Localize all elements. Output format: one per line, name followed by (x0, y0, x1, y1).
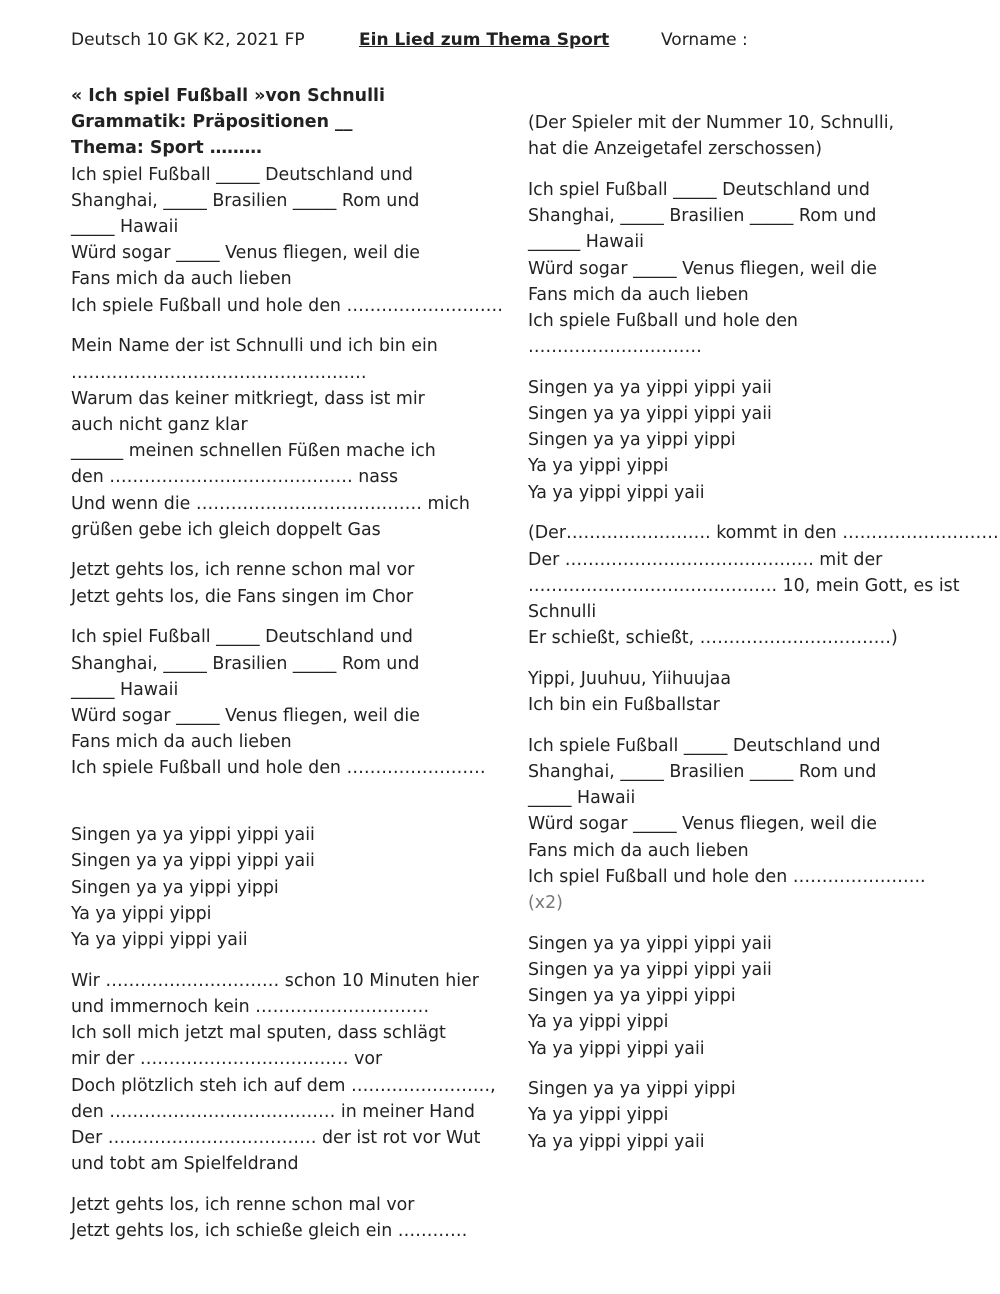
course-label: Deutsch 10 GK K2, 2021 FP (71, 30, 305, 50)
lyric-line: grüßen gebe ich gleich doppelt Gas (71, 519, 381, 540)
lyric-line: Singen ya ya yippi yippi (528, 986, 736, 1007)
page-header (71, 30, 951, 58)
lyric-line: Ich spiele Fußball _____ Deutschland und (528, 735, 881, 756)
lyric-line: Ya ya yippi yippi (71, 903, 212, 924)
lyric-line: Singen ya ya yippi yippi yaii (528, 959, 772, 980)
lyric-stanza (71, 333, 491, 543)
lyric-line: Ich bin ein Fußballstar (528, 695, 720, 716)
lyric-line: Ich spiele Fußball und hole den ……………………… (71, 295, 503, 316)
lyric-line: und immernoch kein ………………………… (71, 997, 430, 1017)
lyric-line: _____ Hawaii (71, 679, 179, 700)
lyric-line: Der ……………………………… der ist rot vor Wut (71, 1128, 481, 1149)
lyric-line: Ya ya yippi yippi (528, 1012, 669, 1033)
lyric-line: Würd sogar _____ Venus fliegen, weil die (528, 814, 877, 835)
lyric-stanza (71, 557, 491, 609)
lyric-line: Ich spiel Fußball _____ Deutschland und (71, 627, 413, 648)
lyric-stanza (71, 83, 503, 319)
lyric-line: Jetzt gehts los, ich renne schon mal vor (71, 1194, 415, 1215)
lyric-line: Fans mich da auch lieben (71, 732, 292, 753)
lyric-line: Der ……………………………………. mit der (528, 549, 883, 570)
lyric-line: (Der Spieler mit der Nummer 10, Schnulli, (528, 113, 895, 133)
lyric-line: auch nicht ganz klar (71, 414, 248, 435)
lyric-stanza (528, 1076, 968, 1155)
lyrics-right-column (528, 110, 999, 1169)
lyric-line: und tobt am Spielfeldrand (71, 1154, 299, 1175)
lyric-line: Singen ya ya yippi yippi (71, 877, 279, 898)
lyric-line: Ya ya yippi yippi (528, 456, 669, 477)
lyric-line: ……………………………………. 10, mein Gott, es ist (528, 575, 960, 596)
lyric-stanza (71, 968, 496, 1178)
lyric-line: Thema: Sport ……… (71, 138, 262, 159)
lyric-line: Shanghai, _____ Brasilien _____ Rom und (71, 653, 420, 674)
lyric-line: Würd sogar _____ Venus fliegen, weil die (528, 258, 877, 279)
lyric-stanza (528, 520, 999, 651)
lyric-line: Warum das keiner mitkriegt, dass ist mir (71, 388, 425, 409)
lyric-line: mir der ……………………………… vor (71, 1049, 383, 1070)
lyric-stanza (528, 375, 968, 506)
lyric-stanza (528, 666, 968, 718)
lyric-stanza (71, 1192, 491, 1244)
lyric-line: Fans mich da auch lieben (528, 840, 749, 861)
lyric-line: Fans mich da auch lieben (71, 269, 292, 290)
lyric-line: (Der……………………. kommt in den ……………………… (528, 523, 999, 544)
lyric-stanza (528, 733, 968, 916)
lyric-line: den ………………………………… in meiner Hand (71, 1101, 475, 1122)
lyric-line: Fans mich da auch lieben (528, 284, 749, 305)
lyric-line: Doch plötzlich steh ich auf dem ……………………, (71, 1075, 496, 1096)
lyric-line: ………………………… (528, 337, 702, 358)
lyric-line: Ich spiel Fußball _____ Deutschland und (71, 164, 413, 185)
worksheet-title: Ein Lied zum Thema Sport (359, 30, 610, 50)
lyric-stanza (71, 822, 491, 953)
lyric-line: Jetzt gehts los, ich schieße gleich ein ………… (71, 1221, 468, 1242)
lyric-stanza (71, 624, 491, 807)
lyric-line: Ich spiele Fußball und hole den …………………… (71, 758, 486, 779)
lyric-line: Singen ya ya yippi yippi yaii (71, 825, 315, 846)
lyric-line: hat die Anzeigetafel zerschossen) (528, 139, 822, 160)
lyric-stanza (528, 177, 968, 360)
lyric-line: Und wenn die ………………………………… mich (71, 493, 470, 514)
lyric-line: Shanghai, _____ Brasilien _____ Rom und (528, 761, 877, 782)
lyric-line: Ya ya yippi yippi yaii (528, 482, 705, 503)
lyric-line: ______ meinen schnellen Füßen mache ich (71, 441, 436, 462)
lyric-line: Würd sogar _____ Venus fliegen, weil die (71, 243, 420, 264)
lyric-line: _____ Hawaii (71, 217, 179, 238)
lyric-line: …………………………………………… (71, 362, 367, 383)
lyric-stanza (528, 110, 968, 162)
lyric-line: Shanghai, _____ Brasilien _____ Rom und (71, 190, 420, 211)
lyric-line: Er schießt, schießt, ……………………………) (528, 628, 898, 649)
lyric-line: Ich spiele Fußball und hole den (528, 310, 798, 331)
lyric-line (71, 782, 491, 808)
lyric-line: Grammatik: Präpositionen __ (71, 112, 353, 133)
lyric-line: Würd sogar _____ Venus fliegen, weil die (71, 705, 420, 726)
lyric-line: « Ich spiel Fußball »von Schnulli (71, 86, 385, 106)
lyric-line: Shanghai, _____ Brasilien _____ Rom und (528, 206, 877, 227)
lyric-line: Yippi, Juuhuu, Yiihuujaa (528, 668, 731, 689)
lyric-line: Ich spiel Fußball und hole den ………………….. (528, 866, 926, 887)
lyric-line: Mein Name der ist Schnulli und ich bin ein (71, 336, 438, 357)
lyric-line: Schnulli (528, 601, 597, 622)
lyric-line: Ya ya yippi yippi yaii (528, 1038, 705, 1059)
lyric-line: Singen ya ya yippi yippi yaii (528, 933, 772, 954)
lyric-line: Singen ya ya yippi yippi (528, 430, 736, 451)
first-name-field-label: Vorname : (661, 30, 748, 50)
lyric-line: Wir ………………………… schon 10 Minuten hier (71, 970, 479, 991)
lyric-stanza (528, 931, 968, 1062)
lyric-line: Singen ya ya yippi yippi (528, 1079, 736, 1100)
lyric-line: Ya ya yippi yippi yaii (528, 1131, 705, 1152)
lyric-line: ______ Hawaii (528, 232, 644, 253)
lyric-line: Singen ya ya yippi yippi yaii (71, 851, 315, 872)
lyric-line: Singen ya ya yippi yippi yaii (528, 377, 772, 398)
lyric-line: (x2) (528, 892, 563, 913)
lyric-line: Ya ya yippi yippi yaii (71, 930, 248, 951)
lyric-line: Jetzt gehts los, ich renne schon mal vor (71, 560, 415, 581)
lyric-line: Ya ya yippi yippi (528, 1105, 669, 1126)
lyric-line: Ich soll mich jetzt mal sputen, dass schlägt (71, 1023, 446, 1044)
lyric-line: Ich spiel Fußball _____ Deutschland und (528, 179, 870, 200)
lyric-line: den …………………………………… nass (71, 467, 399, 488)
lyric-line: Singen ya ya yippi yippi yaii (528, 404, 772, 425)
lyric-line: _____ Hawaii (528, 788, 636, 809)
lyric-line: Jetzt gehts los, die Fans singen im Chor (71, 586, 414, 607)
lyrics-left-column (71, 83, 503, 1259)
